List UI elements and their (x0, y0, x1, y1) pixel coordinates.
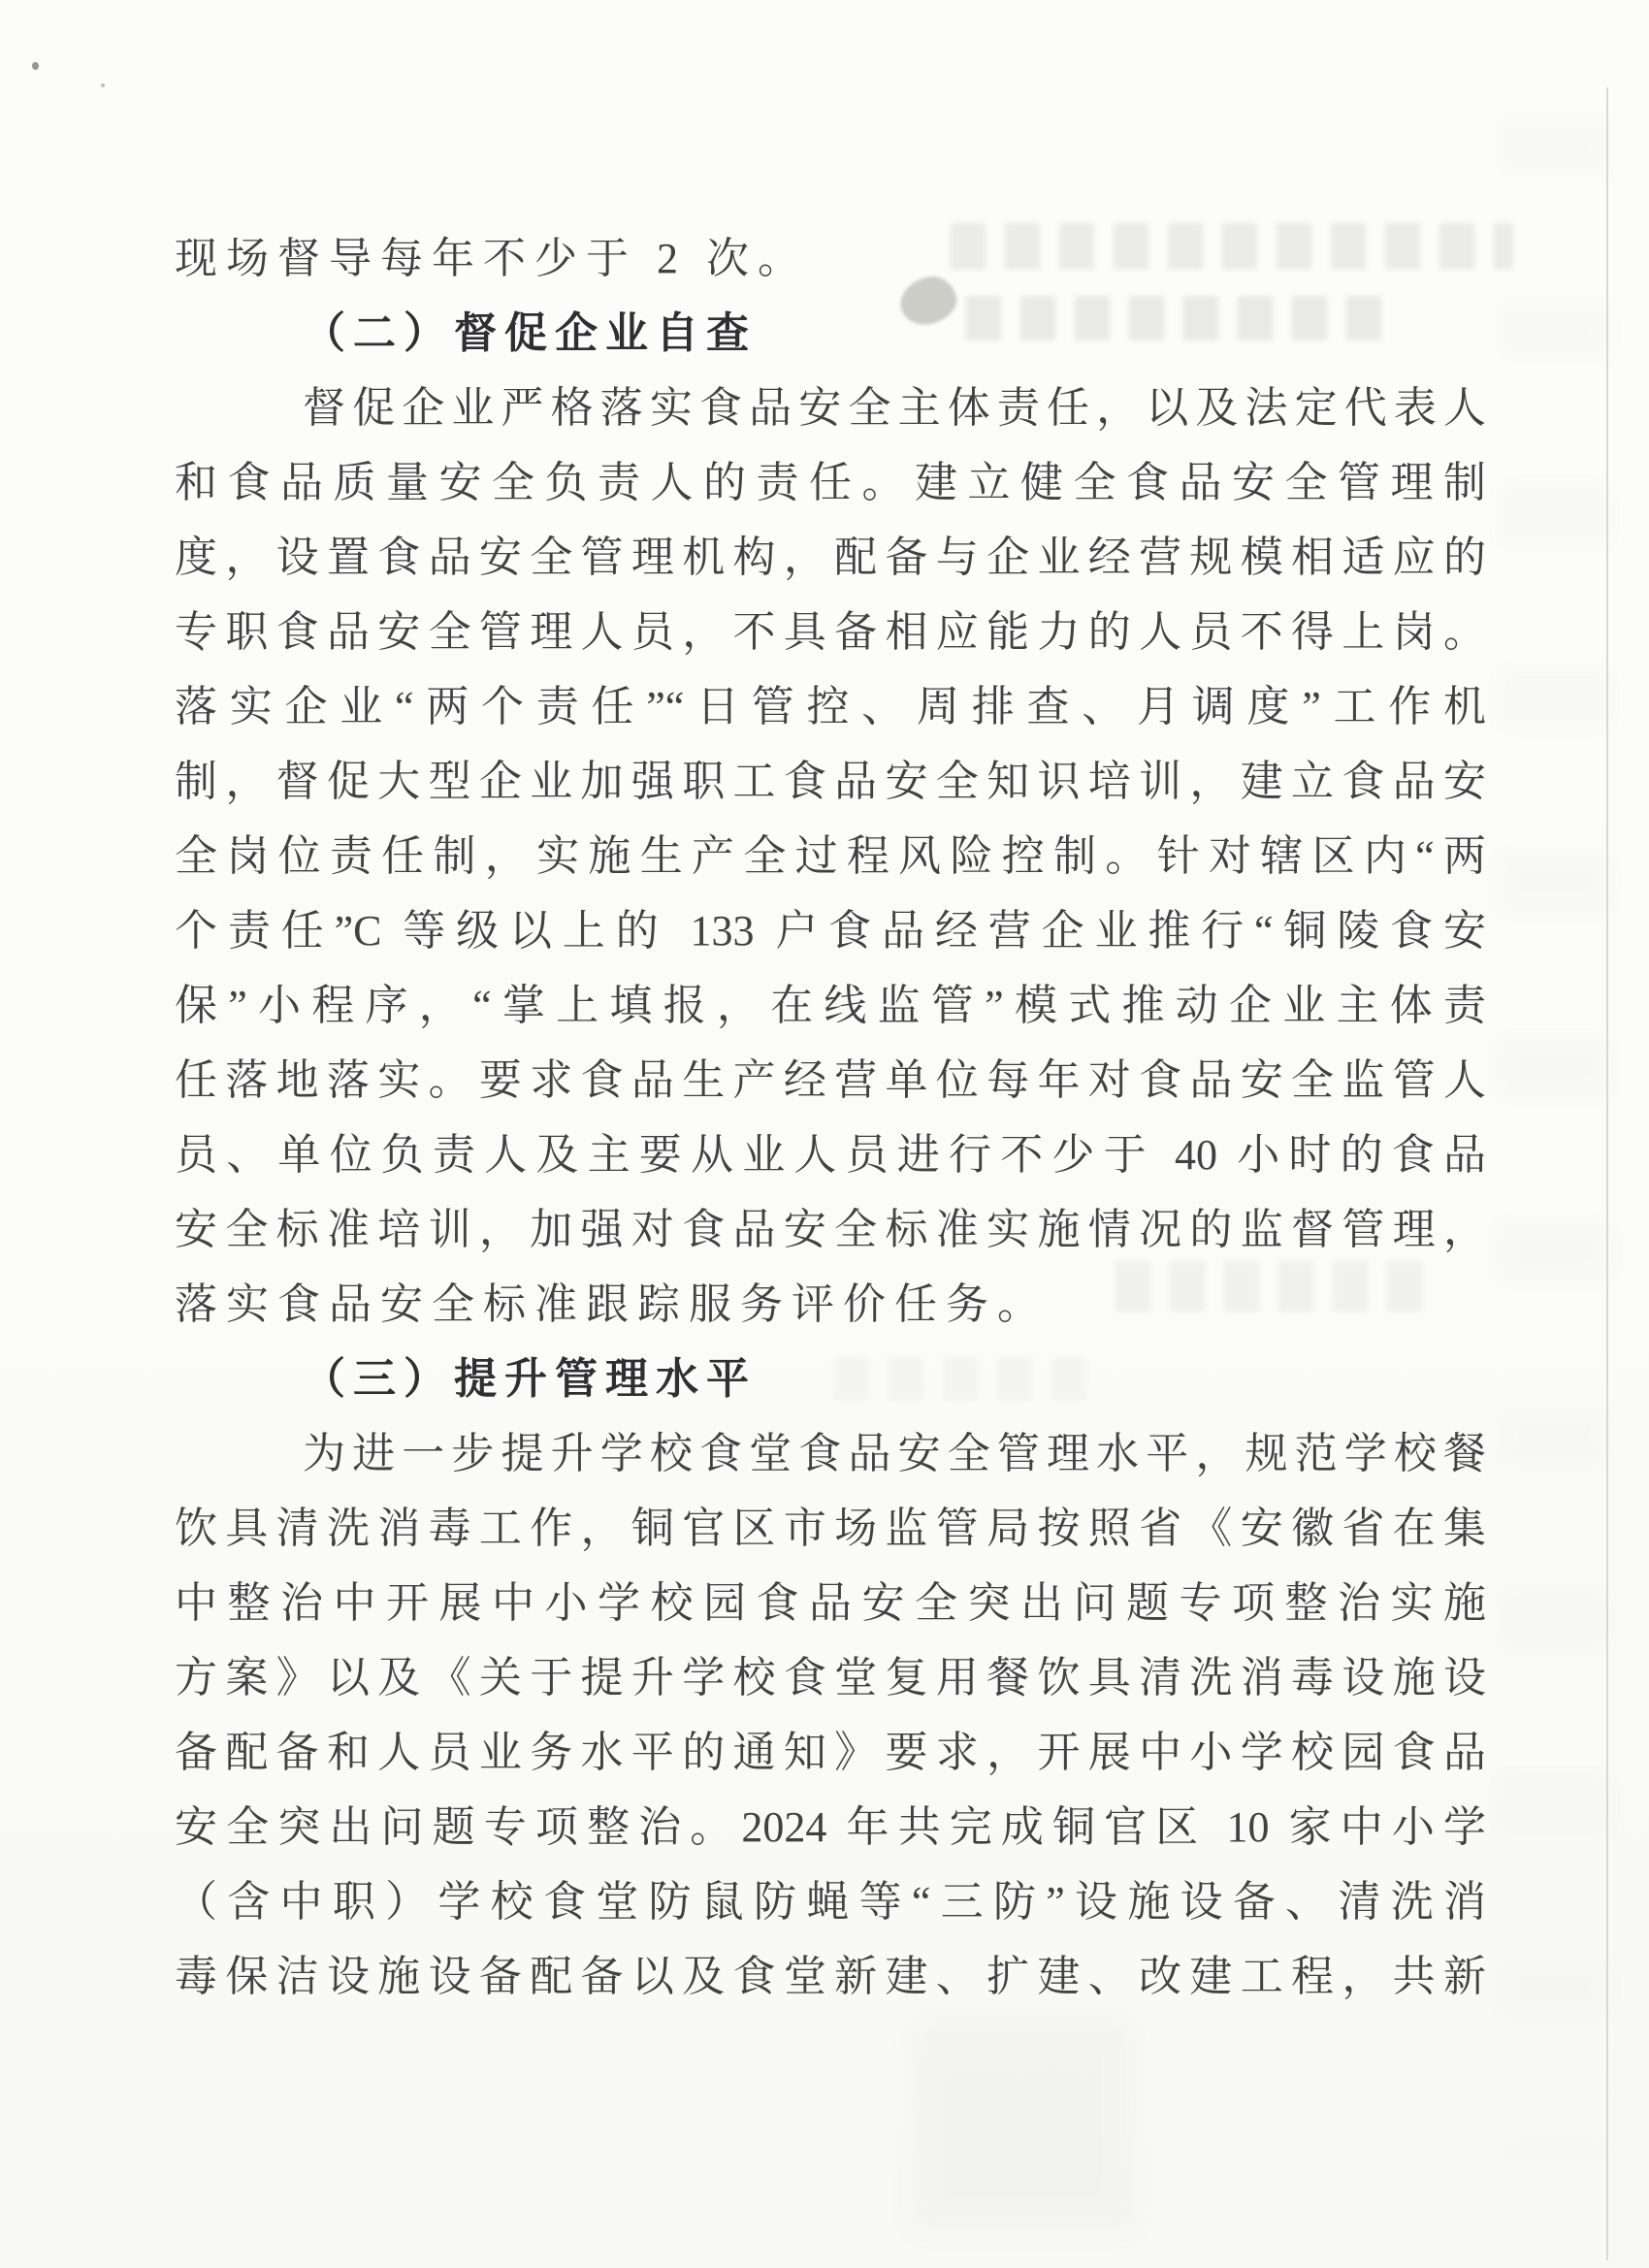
text-line: 饮具清洗消毒工作，铜官区市场监管局按照省《安徽省在集 (175, 1505, 1486, 1552)
text-line: 员、单位负责人及主要从业人员进行不少于 40 小时的食品 (175, 1131, 1486, 1179)
text-line: 落实食品安全标准跟踪服务评价任务。 (175, 1280, 1049, 1328)
text-line: 任落地落实。要求食品生产经营单位每年对食品安全监管人 (175, 1056, 1486, 1104)
text-line: 制，督促大型企业加强职工食品安全知识培训，建立食品安 (175, 758, 1486, 805)
text-line: 督促企业严格落实食品安全主体责任，以及法定代表人 (303, 384, 1486, 432)
text-line: 毒保洁设施设备配备以及食堂新建、扩建、改建工程，共新 (175, 1953, 1486, 2000)
text-line: 为进一步提升学校食堂食品安全管理水平，规范学校餐 (303, 1430, 1486, 1477)
text-line: 度，设置食品安全管理机构，配备与企业经营规模相适应的 (175, 534, 1486, 581)
text-line: 专职食品安全管理人员，不具备相应能力的人员不得上岗。 (175, 608, 1486, 656)
text-line: 落实企业“两个责任”“日管控、周排查、月调度”工作机 (175, 683, 1486, 730)
text-line: 中整治中开展中小学校园食品安全突出问题专项整治实施 (175, 1579, 1486, 1627)
text-line: 保”小程序，“掌上填报，在线监管”模式推动企业主体责 (175, 982, 1486, 1029)
text-line: 安全突出问题专项整治。2024 年共完成铜官区 10 家中小学 (175, 1803, 1486, 1851)
text-line: （含中职）学校食堂防鼠防蝇等“三防”设施设备、清洗消 (175, 1878, 1486, 1926)
text-line: 个责任”C 等级以上的 133 户食品经营企业推行“铜陵食安 (175, 907, 1486, 955)
text-line: 和食品质量安全负责人的责任。建立健全食品安全管理制 (175, 459, 1486, 506)
dust-speck (32, 62, 39, 70)
text-line: 方案》以及《关于提升学校食堂复用餐饮具清洗消毒设施设 (175, 1654, 1486, 1701)
scanner-edge-line (1606, 87, 1608, 2260)
text-line: 现场督导每年不少于 2 次。 (175, 235, 809, 282)
dust-speck (101, 83, 105, 87)
text-column (175, 221, 1486, 2014)
section-heading: （二）督促企业自查 (303, 309, 757, 357)
scan-smudge (912, 2018, 1135, 2231)
bleed-through-bands (1499, 116, 1610, 2154)
text-line: 备配备和人员业务水平的通知》要求，开展中小学校园食品 (175, 1729, 1486, 1776)
text-line: 全岗位责任制，实施生产全过程风险控制。针对辖区内“两 (175, 832, 1486, 880)
text-line: 安全标准培训，加强对食品安全标准实施情况的监督管理， (175, 1206, 1486, 1253)
section-heading: （三）提升管理水平 (303, 1355, 757, 1403)
